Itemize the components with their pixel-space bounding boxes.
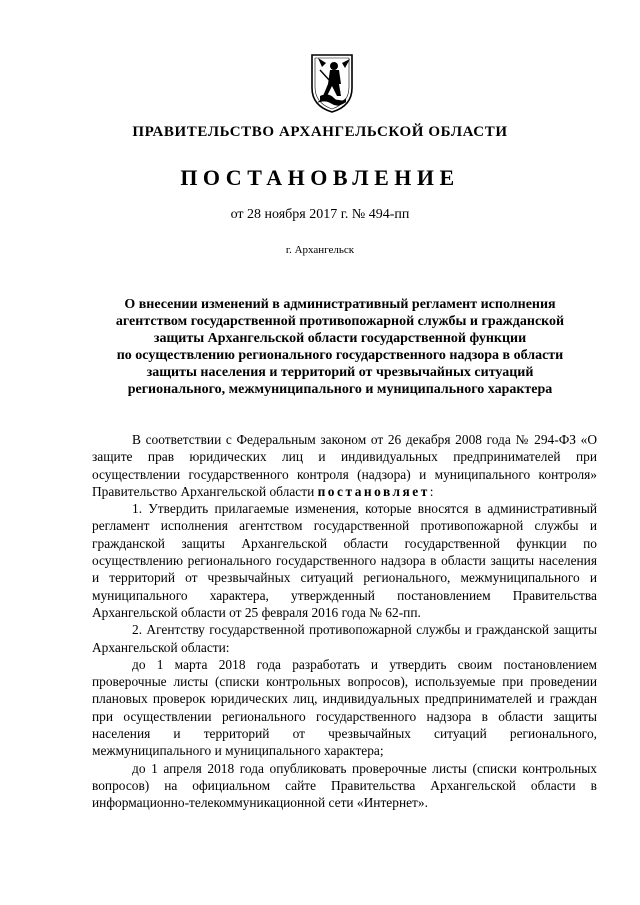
decree-colon: : <box>429 483 434 499</box>
item-2-paragraph: 2. Агентству государственной противопожарной службы и гражданской защиты Архангельской области: <box>92 622 597 655</box>
document-date-number: от 28 ноября 2017 г. № 494-пп <box>230 207 410 222</box>
subject-line: защиты населения и территорий от чрезвычайных ситуаций <box>146 365 534 380</box>
intro-paragraph <box>92 431 597 500</box>
document-body <box>92 431 597 812</box>
subject-line: О внесении изменений в административный регламент исполнения <box>124 297 556 312</box>
document-type: ПОСТАНОВЛЕНИЕ <box>180 165 460 190</box>
intro-text: В соответствии с Федеральным законом от 26 декабря 2008 года № 294-ФЗ «О защите прав юридических лиц и индивидуальных предпринимателей при осуществлении государственного контроля (надзора) и муниципального контроля» Правительство Архангельской области <box>92 432 597 499</box>
document-city: г. Архангельск <box>285 244 355 256</box>
item-1-paragraph: 1. Утвердить прилагаемые изменения, которые вносятся в административный регламент исполнения агентством государственной противопожарной службы и гражданской защиты Архангельской области государственной функции по осуществлению регионального государственного надзора в области защиты населения и территорий от чрезвычайных ситуаций регионального, межмуниципального и муниципального характера, утвержденный постановлением Правительства Архангельской области от 25 февраля 2016 года № 62-пп. <box>92 501 597 620</box>
subject-line: регионального, межмуниципального и муниципального характера <box>127 382 553 397</box>
item-2b-paragraph: до 1 апреля 2018 года опубликовать проверочные листы (списки контрольных вопросов) на официальном сайте Правительства Архангельской области в информационно-телекоммуникационной сети «Интернет». <box>92 760 597 811</box>
government-title: ПРАВИТЕЛЬСТВО АРХАНГЕЛЬСКОЙ ОБЛАСТИ <box>132 124 508 140</box>
subject-line: защиты Архангельской области государственной функции <box>153 331 527 346</box>
decree-word: постановляет <box>317 483 430 499</box>
subject-line: агентством государственной противопожарной службы и гражданской <box>115 314 565 329</box>
subject-line: по осуществлению регионального государственного надзора в области <box>116 348 564 363</box>
item-2a-paragraph: до 1 марта 2018 года разработать и утвердить своим постановлением проверочные листы (списки контрольных вопросов), используемые при проведении плановых проверок юридических лиц, индивидуальных предпринимателей и граждан при осуществлении регионального государственного надзора в области защиты населения и территорий от чрезвычайных ситуаций регионального, межмуниципального и муниципального характера; <box>92 656 597 759</box>
document-subject <box>92 296 588 398</box>
coat-of-arms-icon <box>308 52 356 114</box>
